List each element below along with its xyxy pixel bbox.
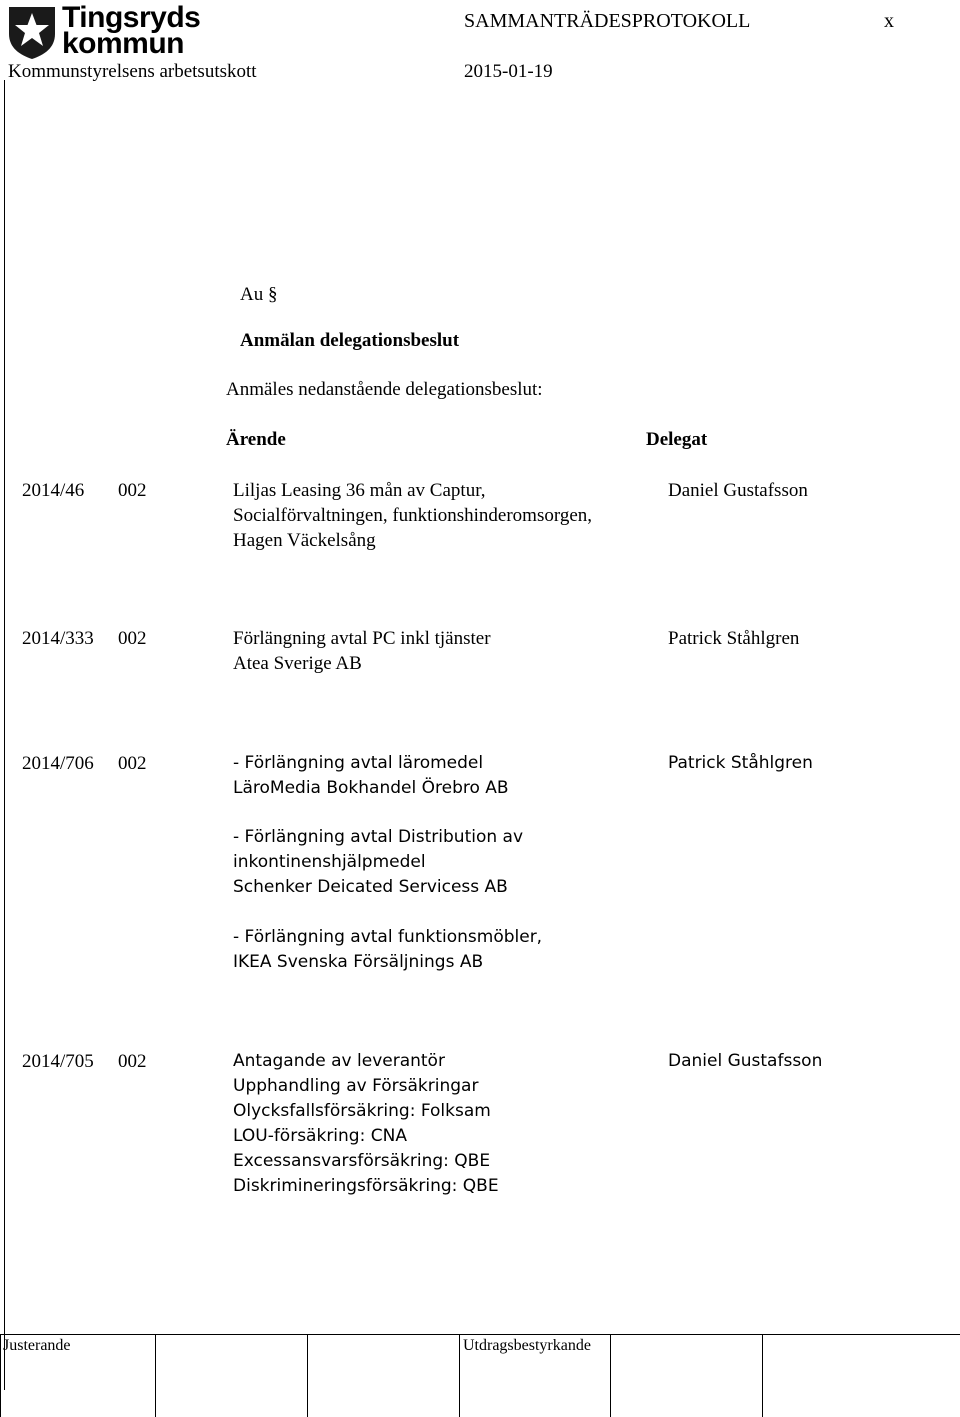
case-description-line: Upphandling av Försäkringar: [233, 1076, 479, 1096]
case-description-line: IKEA Svenska Försäljnings AB: [233, 952, 484, 972]
column-header-arende: Ärende: [226, 429, 286, 450]
delegate-name: Patrick Ståhlgren: [668, 628, 800, 649]
case-description-line: Atea Sverige AB: [233, 653, 362, 674]
case-description-line: Antagande av leverantör: [233, 1051, 445, 1071]
footer-divider: [610, 1334, 611, 1417]
case-description-line: Schenker Deicated Servicess AB: [233, 877, 508, 897]
delegate-name: Daniel Gustafsson: [668, 1051, 823, 1071]
case-description-line: Hagen Väckelsång: [233, 530, 376, 551]
case-description-line: Liljas Leasing 36 mån av Captur,: [233, 480, 486, 501]
delegate-name: Daniel Gustafsson: [668, 480, 808, 501]
delegate-name: Patrick Ståhlgren: [668, 753, 813, 773]
case-description-line: - Förlängning avtal läromedel: [233, 753, 484, 773]
case-description-line: inkontinenshjälpmedel: [233, 852, 426, 872]
case-code: 002: [118, 480, 147, 501]
case-number: 2014/333: [22, 628, 94, 649]
case-code: 002: [118, 628, 147, 649]
org-name-line2: kommun: [62, 27, 185, 60]
document-type: SAMMANTRÄDESPROTOKOLL: [464, 10, 751, 32]
footer-divider: [762, 1334, 763, 1417]
footer-divider: [307, 1334, 308, 1417]
section-title: Anmälan delegationsbeslut: [240, 330, 460, 351]
case-number: 2014/706: [22, 753, 94, 774]
column-header-delegat: Delegat: [646, 429, 708, 450]
case-description-line: - Förlängning avtal funktionsmöbler,: [233, 927, 543, 947]
utdragsbestyrkande-label: Utdragsbestyrkande: [463, 1337, 591, 1354]
meeting-date: 2015-01-19: [464, 61, 553, 82]
case-number: 2014/46: [22, 480, 85, 501]
case-description-line: LäroMedia Bokhandel Örebro AB: [233, 778, 509, 798]
corner-mark: x: [884, 10, 894, 32]
case-description-line: Förlängning avtal PC inkl tjänster: [233, 628, 491, 649]
footer-top-rule: [0, 1334, 960, 1335]
case-code: 002: [118, 1051, 147, 1072]
org-name-line1: Tingsryds: [62, 1, 201, 34]
case-description-line: LOU-försäkring: CNA: [233, 1126, 407, 1146]
municipality-crest-icon: [6, 4, 58, 60]
paragraph-ref: Au §: [240, 284, 278, 305]
footer-divider: [0, 1334, 1, 1417]
case-description-line: Excessansvarsförsäkring: QBE: [233, 1151, 491, 1171]
case-description-line: Socialförvaltningen, funktionshinderomsorgen,: [233, 505, 593, 526]
case-code: 002: [118, 753, 147, 774]
justerande-label: Justerande: [3, 1337, 71, 1354]
committee-name: Kommunstyrelsens arbetsutskott: [8, 61, 257, 82]
section-intro: Anmäles nedanstående delegationsbeslut:: [226, 379, 543, 400]
case-description-line: Olycksfallsförsäkring: Folksam: [233, 1101, 491, 1121]
case-number: 2014/705: [22, 1051, 94, 1072]
footer-divider: [459, 1334, 460, 1417]
left-margin-rule: [4, 80, 5, 1390]
footer-divider: [155, 1334, 156, 1417]
case-description-line: - Förlängning avtal Distribution av: [233, 827, 524, 847]
footer-signature-boxes: [0, 1334, 960, 1417]
case-description-line: Diskrimineringsförsäkring: QBE: [233, 1176, 499, 1196]
